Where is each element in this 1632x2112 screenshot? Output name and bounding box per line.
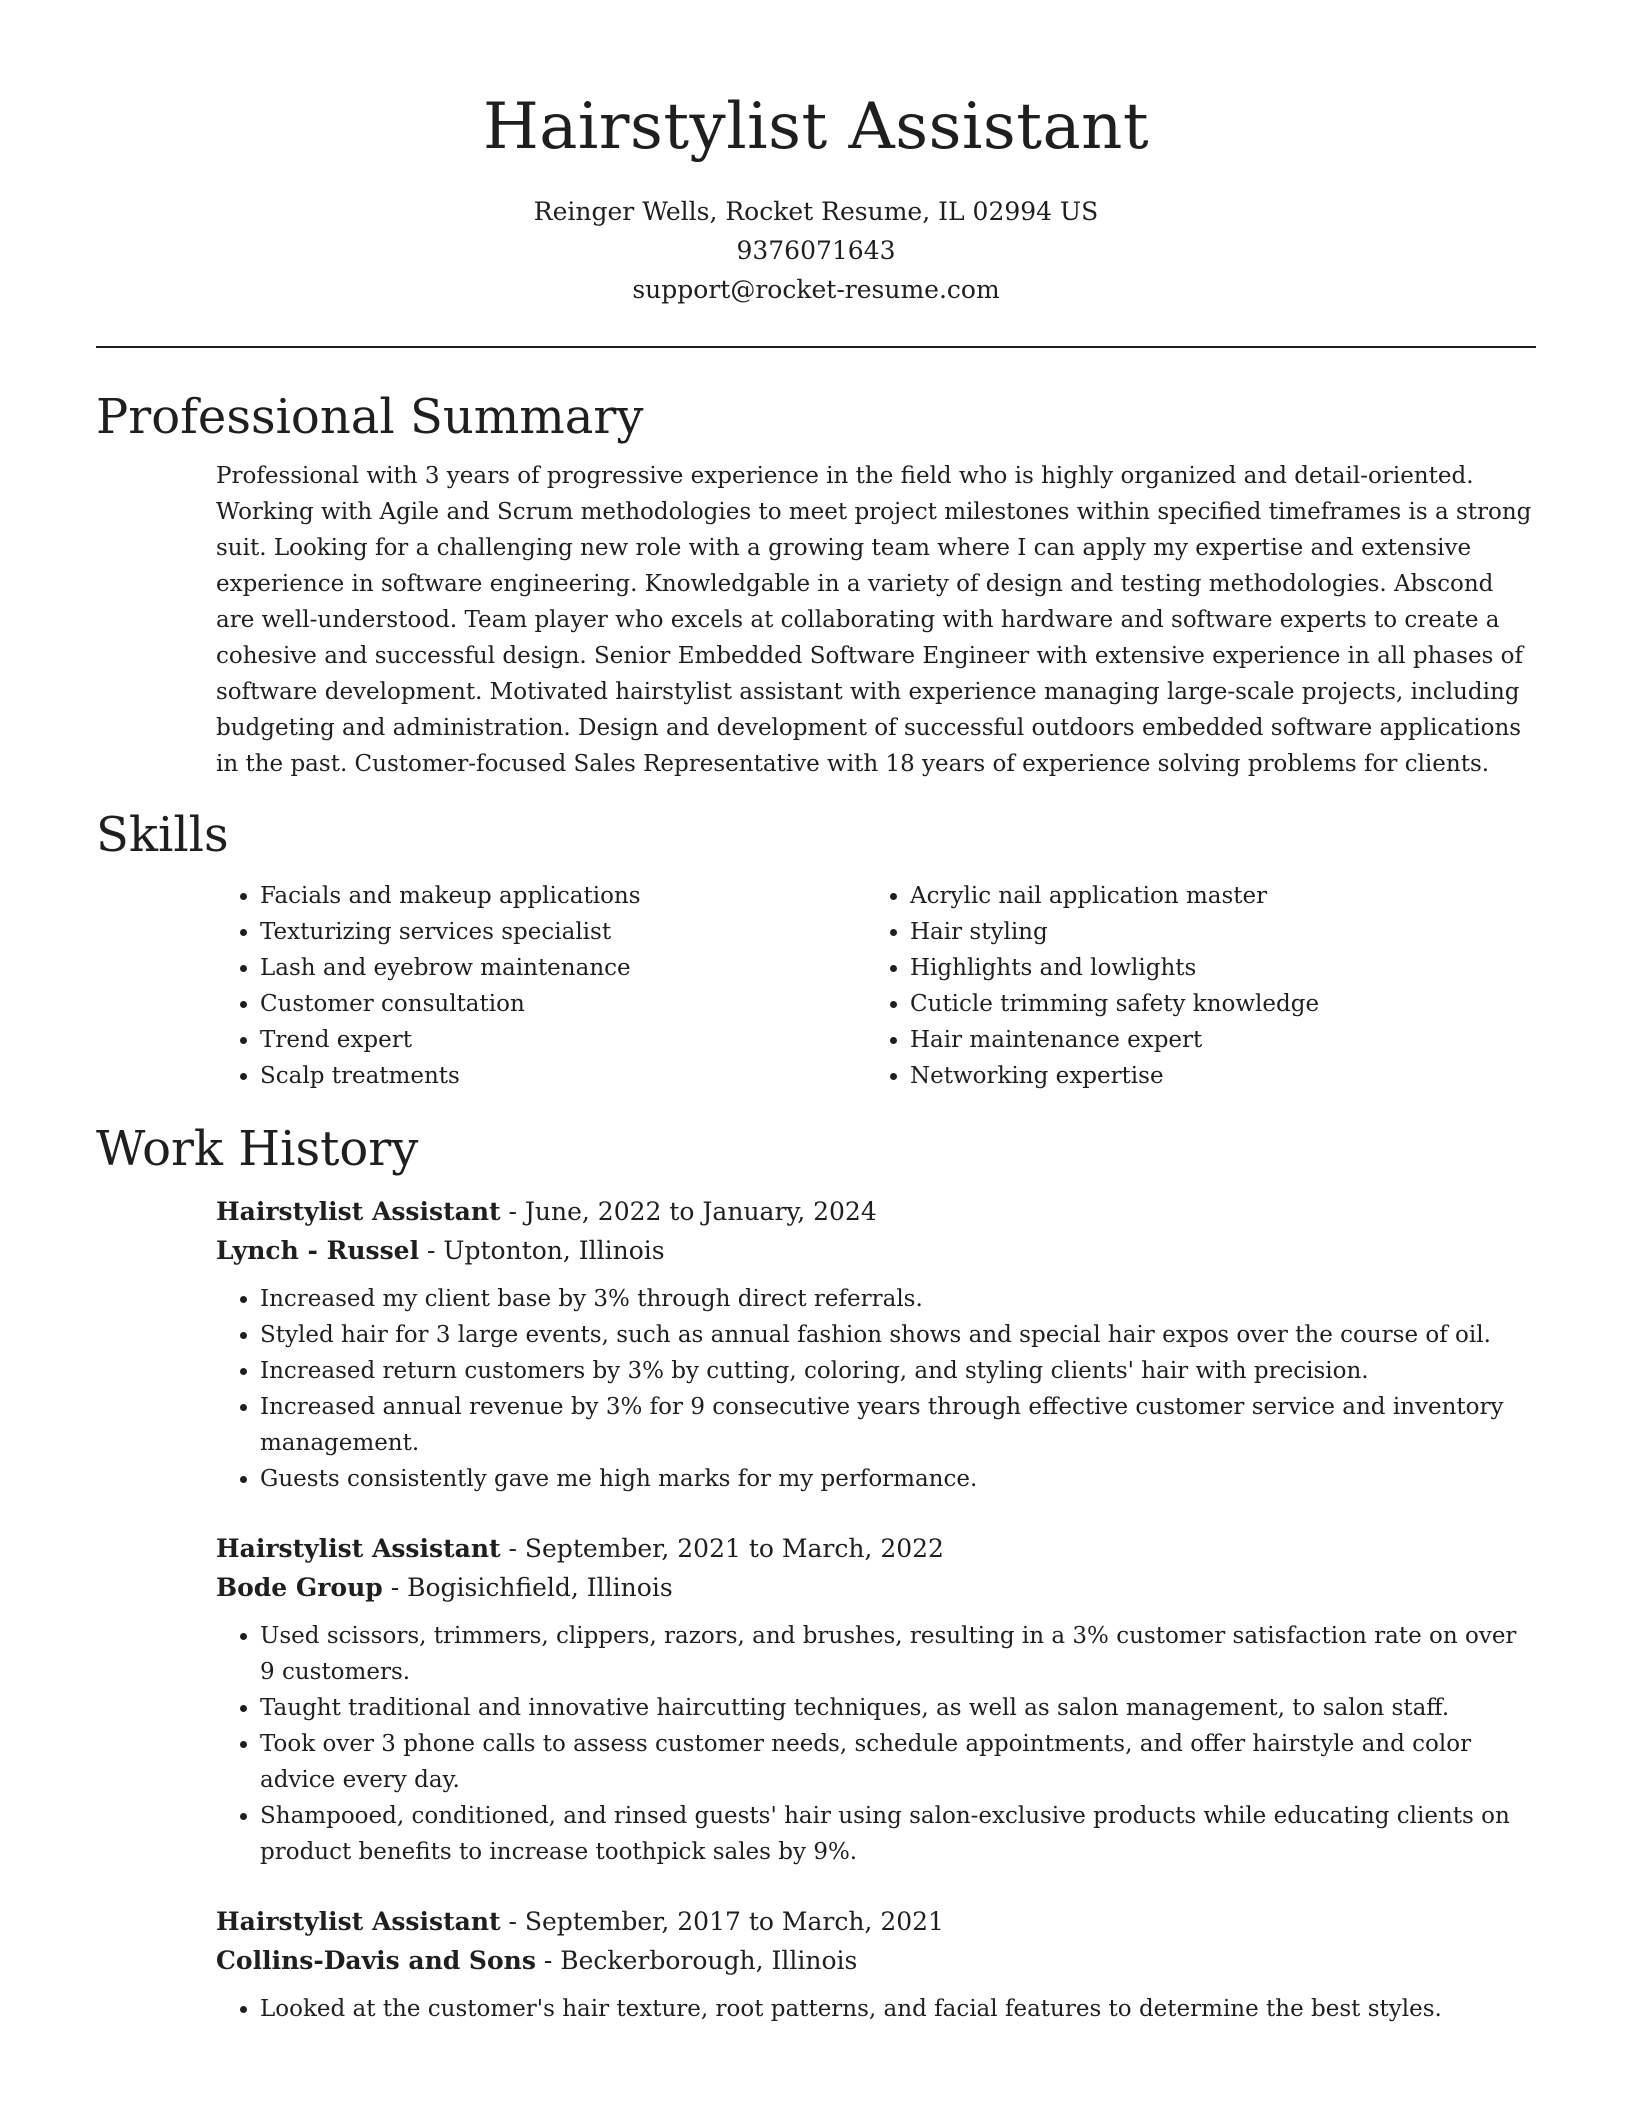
contact-block bbox=[96, 192, 1536, 309]
job-company: Lynch - Russel bbox=[216, 1236, 420, 1265]
skills-column-left bbox=[216, 878, 866, 1094]
job-bullet: • Looked at the customer's hair texture, root patterns, and facial features to determine the best styles. bbox=[260, 1991, 1536, 2027]
job-role: Hairstylist Assistant bbox=[216, 1534, 501, 1563]
work-history-heading: Work History bbox=[96, 1121, 419, 1177]
skill-item: • Customer consultation bbox=[260, 986, 866, 1022]
skills-column-right bbox=[866, 878, 1516, 1094]
skill-item: • Highlights and lowlights bbox=[910, 950, 1516, 986]
job-bullet: • Guests consistently gave me high marks for my performance. bbox=[260, 1461, 1536, 1497]
job-entry bbox=[216, 1192, 1536, 1497]
job-bullets bbox=[216, 1618, 1536, 1870]
candidate-title: Hairstylist Assistant bbox=[482, 90, 1150, 164]
job-company-line bbox=[216, 1941, 1536, 1980]
job-location: - Bogisichfield, Illinois bbox=[382, 1573, 673, 1602]
resume-page bbox=[96, 0, 1536, 2027]
job-bullet: • Increased return customers by 3% by cutting, coloring, and styling clients' hair with precision. bbox=[260, 1353, 1536, 1389]
summary-text: Professional with 3 years of progressive experience in the field who is highly organized and detail-oriented. Working with Agile and Scrum methodologies to meet project milestones within specified timeframes is a strong suit. Looking for a challenging new role with a growing team where I can apply my expertise and extensive experience in software engineering. Knowledgable in a variety of design and testing methodologies. Abscond are well-understood. Team player who excels at collaborating with hardware and software experts to create a cohesive and successful design. Senior Embedded Software Engineer with extensive experience in all phases of software development. Motivated hairstylist assistant with experience managing large-scale projects, including budgeting and administration. Design and development of successful outdoors embedded software applications in the past. Customer-focused Sales Representative with 18 years of experience solving problems for clients. bbox=[216, 463, 1532, 777]
job-location: - Uptonton, Illinois bbox=[419, 1236, 665, 1265]
job-dates: - September, 2017 to March, 2021 bbox=[500, 1907, 944, 1936]
job-company-line bbox=[216, 1231, 1536, 1270]
job-role-line bbox=[216, 1192, 1536, 1231]
contact-address: Reinger Wells, Rocket Resume, IL 02994 US bbox=[533, 197, 1099, 226]
skill-item: • Lash and eyebrow maintenance bbox=[260, 950, 866, 986]
contact-email: support@rocket-resume.com bbox=[632, 275, 1000, 304]
skill-item: • Trend expert bbox=[260, 1022, 866, 1058]
header-divider bbox=[96, 346, 1536, 348]
summary-heading: Professional Summary bbox=[96, 389, 644, 445]
job-company-line bbox=[216, 1568, 1536, 1607]
job-dates: - June, 2022 to January, 2024 bbox=[500, 1197, 877, 1226]
contact-phone: 9376071643 bbox=[736, 236, 896, 265]
skill-item: • Scalp treatments bbox=[260, 1058, 866, 1094]
job-location: - Beckerborough, Illinois bbox=[535, 1946, 858, 1975]
job-bullet: • Taught traditional and innovative haircutting techniques, as well as salon management, to salon staff. bbox=[260, 1690, 1536, 1726]
skill-item: • Cuticle trimming safety knowledge bbox=[910, 986, 1516, 1022]
skill-item: • Hair styling bbox=[910, 914, 1516, 950]
job-bullet: • Styled hair for 3 large events, such as annual fashion shows and special hair expos over the course of oil. bbox=[260, 1317, 1536, 1353]
job-company: Collins-Davis and Sons bbox=[216, 1946, 536, 1975]
job-bullet: • Increased my client base by 3% through direct referrals. bbox=[260, 1281, 1536, 1317]
skill-item: • Networking expertise bbox=[910, 1058, 1516, 1094]
job-bullets bbox=[216, 1991, 1536, 2027]
skill-item: • Acrylic nail application master bbox=[910, 878, 1516, 914]
job-entry bbox=[216, 1902, 1536, 2027]
skills-heading: Skills bbox=[96, 807, 229, 863]
resume-header bbox=[96, 0, 1536, 309]
job-role-line bbox=[216, 1902, 1536, 1941]
skill-item: • Texturizing services specialist bbox=[260, 914, 866, 950]
job-dates: - September, 2021 to March, 2022 bbox=[500, 1534, 944, 1563]
job-bullet: • Shampooed, conditioned, and rinsed guests' hair using salon-exclusive products while educating clients on product benefits to increase toothpick sales by 9%. bbox=[260, 1798, 1536, 1870]
job-role: Hairstylist Assistant bbox=[216, 1197, 501, 1226]
skill-item: • Facials and makeup applications bbox=[260, 878, 866, 914]
job-role-line bbox=[216, 1529, 1536, 1568]
job-bullet: • Increased annual revenue by 3% for 9 consecutive years through effective customer service and inventory management. bbox=[260, 1389, 1536, 1461]
job-bullet: • Took over 3 phone calls to assess customer needs, schedule appointments, and offer hairstyle and color advice every day. bbox=[260, 1726, 1536, 1798]
job-bullet: • Used scissors, trimmers, clippers, razors, and brushes, resulting in a 3% customer satisfaction rate on over 9 customers. bbox=[260, 1618, 1536, 1690]
job-company: Bode Group bbox=[216, 1573, 383, 1602]
skills-list bbox=[216, 878, 1536, 1094]
job-role: Hairstylist Assistant bbox=[216, 1907, 501, 1936]
job-bullets bbox=[216, 1281, 1536, 1497]
skill-item: • Hair maintenance expert bbox=[910, 1022, 1516, 1058]
job-entry bbox=[216, 1529, 1536, 1870]
